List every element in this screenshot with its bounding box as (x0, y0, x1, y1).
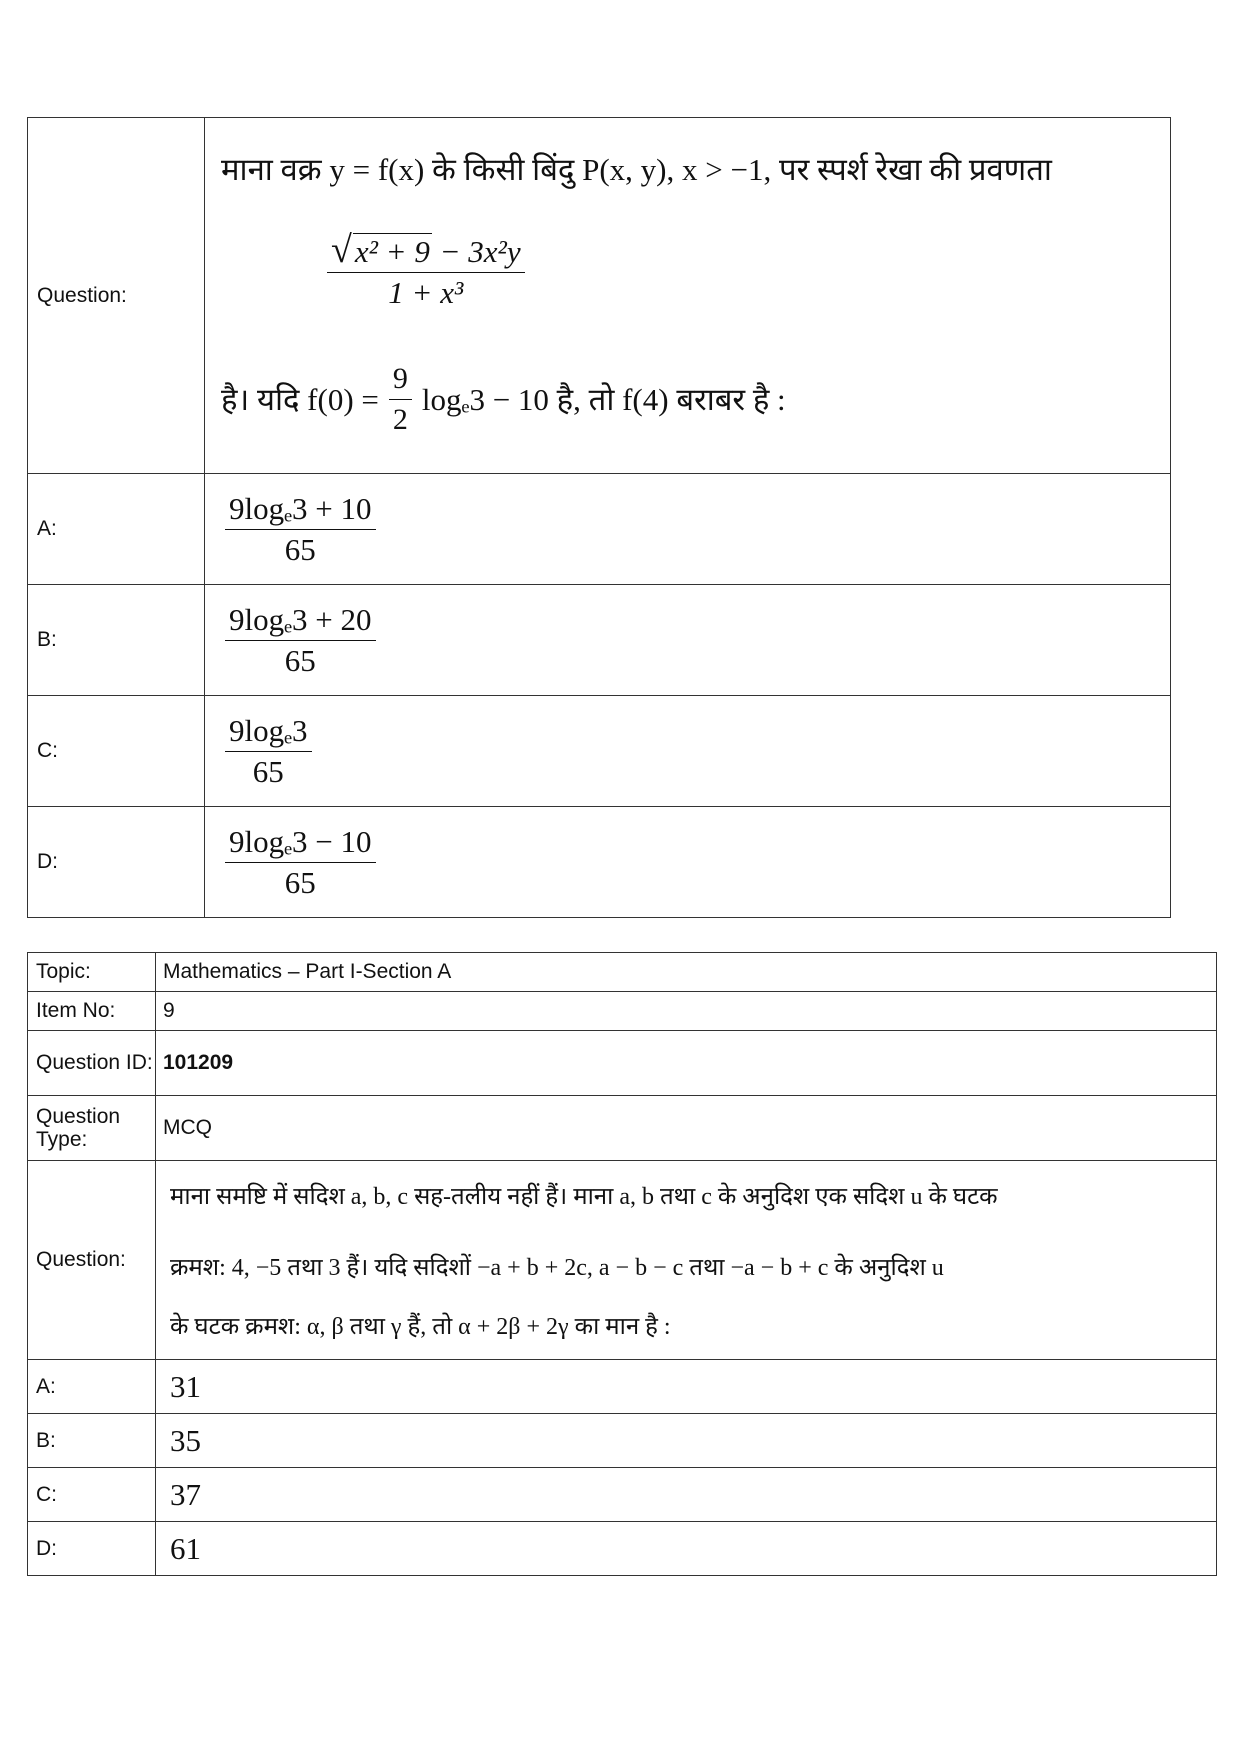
sqrt-term: √ x² + 9 (331, 228, 430, 271)
question-type-label: Question Type: (28, 1096, 156, 1161)
question-line-2: क्रमश: 4, −5 तथा 3 हैं। यदि सदिशों −a + b + 2c, a − b − c तथा −a − b + c के अनुदिश u (170, 1254, 944, 1281)
option-row-c (28, 1468, 1217, 1522)
option-b[interactable]: 35 (156, 1414, 1217, 1468)
condition-prefix: है। यदि f(0) = (221, 381, 379, 417)
question-table-1 (27, 117, 1171, 918)
option-denominator: 65 (284, 864, 316, 900)
question-body (205, 118, 1171, 474)
question-line-3: के घटक क्रमश: α, β तथा γ हैं, तो α + 2β + 2γ का मान है : (170, 1313, 671, 1340)
option-label: B: (28, 1414, 156, 1468)
option-b[interactable] (205, 585, 1171, 696)
question-id-row (28, 1031, 1217, 1096)
option-label: D: (28, 807, 205, 918)
question-label: Question: (28, 118, 205, 474)
option-label: B: (28, 585, 205, 696)
condition-suffix: logₑ3 − 10 है, तो f(4) बराबर है : (421, 381, 786, 417)
item-value: 9 (156, 992, 1217, 1031)
option-row-d (28, 1522, 1217, 1576)
sqrt-argument: x² + 9 (354, 233, 430, 269)
slope-numerator-rest: − 3x²y (439, 233, 521, 269)
option-label: C: (28, 1468, 156, 1522)
item-row (28, 992, 1217, 1031)
slope-denominator: 1 + x³ (388, 274, 464, 310)
question-type-value: MCQ (156, 1096, 1217, 1161)
question-type-row (28, 1096, 1217, 1161)
question-line-1: माना समष्टि में सदिश a, b, c सह-तलीय नहीं हैं। माना a, b तथा c के अनुदिश एक सदिश u के घटक (170, 1183, 998, 1210)
topic-value: Mathematics – Part I-Section A (156, 953, 1217, 992)
option-c[interactable]: 37 (156, 1468, 1217, 1522)
option-label: A: (28, 474, 205, 585)
option-a[interactable] (205, 474, 1171, 585)
question-row (28, 1161, 1217, 1360)
question-row (28, 118, 1171, 474)
condition-line (221, 361, 1170, 438)
question-label: Question: (28, 1161, 156, 1360)
option-numerator: 9logₑ3 + 10 (225, 491, 376, 530)
option-denominator: 65 (252, 753, 284, 789)
option-label: C: (28, 696, 205, 807)
topic-row (28, 953, 1217, 992)
question-table-2 (27, 952, 1217, 1576)
option-row-a (28, 474, 1171, 585)
option-a[interactable]: 31 (156, 1360, 1217, 1414)
option-denominator: 65 (284, 531, 316, 567)
slope-expression (327, 228, 1170, 311)
option-c[interactable] (205, 696, 1171, 807)
question-id-value: 101209 (156, 1031, 1217, 1096)
option-d[interactable]: 61 (156, 1522, 1217, 1576)
option-denominator: 65 (284, 642, 316, 678)
question-body (156, 1161, 1217, 1360)
option-d[interactable] (205, 807, 1171, 918)
option-row-b (28, 585, 1171, 696)
item-label: Item No: (28, 992, 156, 1031)
option-row-c (28, 696, 1171, 807)
option-numerator: 9logₑ3 + 20 (225, 602, 376, 641)
option-row-d (28, 807, 1171, 918)
condition-fraction-numerator: 9 (389, 361, 412, 400)
option-row-a (28, 1360, 1217, 1414)
option-numerator: 9logₑ3 − 10 (225, 824, 376, 863)
option-label: A: (28, 1360, 156, 1414)
question-intro: माना वक्र y = f(x) के किसी बिंदु P(x, y), x > −1, पर स्पर्श रेखा की प्रवणता (221, 152, 1052, 188)
option-row-b (28, 1414, 1217, 1468)
topic-label: Topic: (28, 953, 156, 992)
option-label: D: (28, 1522, 156, 1576)
question-id-label: Question ID: (28, 1031, 156, 1096)
condition-fraction-denominator: 2 (392, 402, 408, 436)
option-numerator: 9logₑ3 (225, 713, 312, 752)
